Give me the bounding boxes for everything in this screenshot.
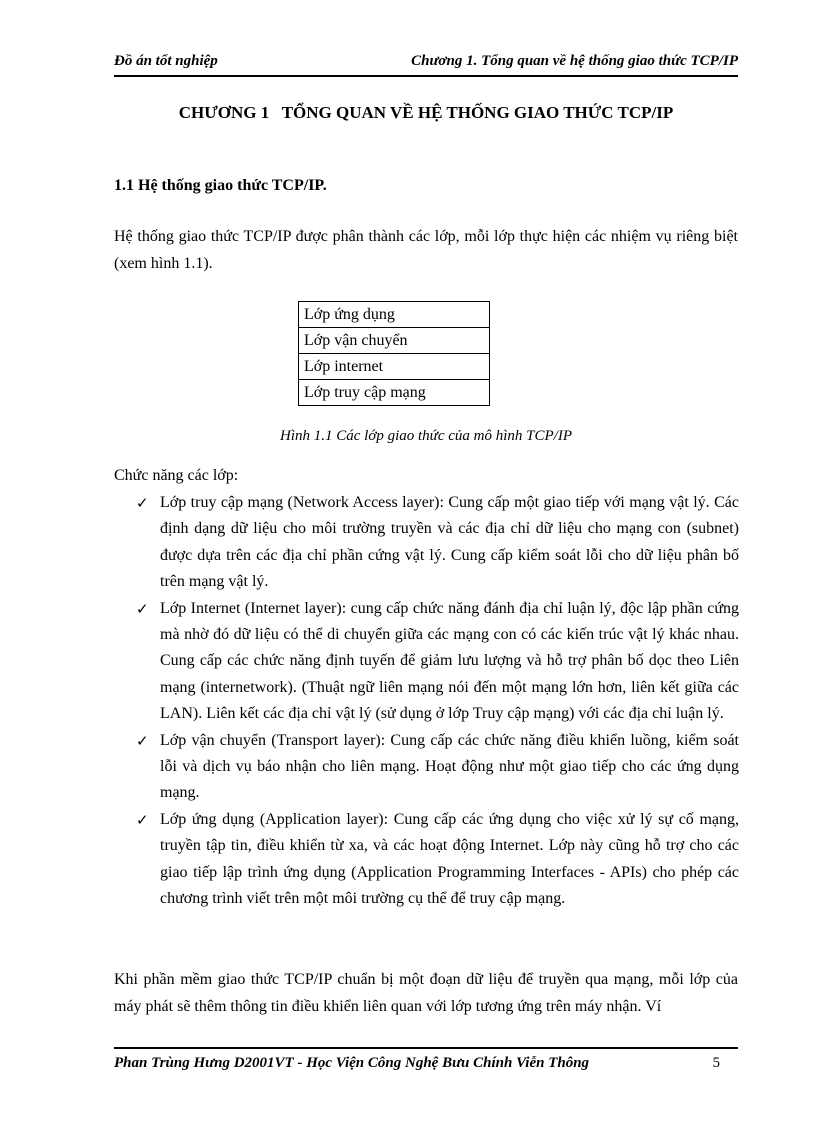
section-title: 1.1 Hệ thống giao thức TCP/IP. [114,177,327,194]
list-item [136,490,739,596]
page-footer [114,1047,738,1079]
list-item-text: Lớp vận chuyển (Transport layer): Cung cấp các chức năng điều khiển luồng, kiểm soát lỗi và dịch vụ báo nhận cho liên mạng. Hoạt động như một giao tiếp cho các ứng dụng mạng. [160,731,739,802]
figure-caption: Hình 1.1 Các lớp giao thức của mô hình TCP/IP [279,428,572,444]
list-item [136,728,739,807]
closing-paragraph: Khi phần mềm giao thức TCP/IP chuẩn bị một đoạn dữ liệu để truyền qua mạng, mỗi lớp của máy phát sẽ thêm thông tin điều khiển liên quan với lớp tương ứng trên máy nhận. Ví [114,971,738,1015]
layer-row [299,302,490,328]
layer-row [299,380,490,406]
layer-cell: Lớp ứng dụng [299,302,490,328]
intro-paragraph: Hệ thống giao thức TCP/IP được phân thành các lớp, mỗi lớp thực hiện các nhiệm vụ riêng biệt (xem hình 1.1). [114,228,738,272]
layer-cell: Lớp truy cập mạng [299,380,490,406]
chapter-title: CHƯƠNG 1 TỔNG QUAN VỀ HỆ THỐNG GIAO THỨC TCP/IP [178,103,674,122]
checkmark-icon: ✓ [136,731,149,750]
checkmark-icon: ✓ [136,810,149,829]
checkmark-icon: ✓ [136,494,149,512]
layer-row [299,328,490,354]
functions-intro: Chức năng các lớp: [114,467,239,484]
list-item-text: Lớp truy cập mạng (Network Access layer): Cung cấp một giao tiếp với mạng vật lý. Các định dạng dữ liệu cho môi trường truyền và các địa chỉ dữ liệu cho mạng con (subnet) được dựa trên các địa chỉ phần cứng vật lý. Cung cấp kiểm soát lỗi cho dữ liệu phân bố trên mạng vật lý. [160,494,739,591]
layer-row [299,354,490,380]
list-item [136,596,739,728]
list-item-text: Lớp Internet (Internet layer): cung cấp chức năng đánh địa chỉ luận lý, độc lập phần cứng mà nhờ đó dữ liệu có thể di chuyển giữa các mạng con có các kiến trúc vật lý khác nhau. Cung cấp các chức năng định tuyến để giảm lưu lượng và hỗ trợ phân bố dọc theo Liên mạng (internetwork). (Thuật ngữ liên mạng nói đến một mạng lớn hơn, liên kết giữa các LAN). Liên kết các địa chỉ vật lý (sử dụng ở lớp Truy cập mạng) với các địa chỉ luận lý. [160,599,739,723]
page-header [114,53,738,77]
list-item [136,807,739,913]
list-item-text: Lớp ứng dụng (Application layer): Cung cấp các ứng dụng cho việc xử lý sự cố mạng, truyền tập tin, điều khiển từ xa, và các hoạt động Internet. Lớp này cũng hỗ trợ cho các giao tiếp lập trình ứng dụng (Application Programming Interfaces - APIs) cho phép các chương trình viết trên một môi trường cụ thể để truy cập mạng. [160,810,739,908]
footer-author: Phan Trùng Hưng D2001VT - Học Viện Công Nghệ Bưu Chính Viễn Thông [114,1055,590,1071]
layer-table [298,301,490,406]
header-doc-type: Đồ án tốt nghiệp [114,53,218,69]
header-chapter: Chương 1. Tổng quan về hệ thống giao thức TCP/IP [411,53,738,69]
checkmark-icon: ✓ [136,599,149,618]
layer-cell: Lớp vận chuyển [299,328,490,354]
page-number: 5 [712,1055,720,1071]
layer-function-list [136,490,739,913]
layer-cell: Lớp internet [299,354,490,380]
